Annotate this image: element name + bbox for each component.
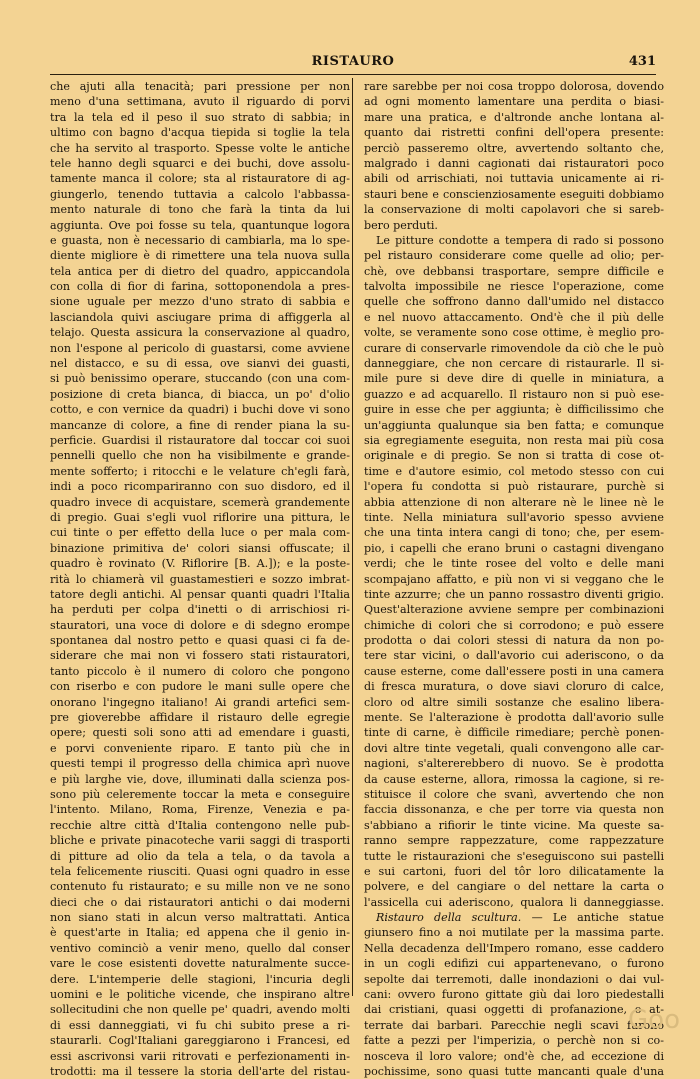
text-line: e sui cartoni, fuori del tôr loro dilicatamente la	[364, 864, 664, 878]
text-line: essi ascrivonsi varii ritrovati e perfezionamenti in-	[50, 1049, 350, 1063]
text-line: pennelli quello che non ha visibilmente e grande-	[50, 449, 350, 463]
text-line: chimiche di colori che si corrodono; e può essere	[364, 618, 664, 632]
text-line: l'intento. Milano, Roma, Firenze, Venezia e pa-	[50, 803, 350, 817]
right-column	[364, 79, 664, 1079]
text-line: mente. Se l'alterazione è prodotta dall'avorio sulle	[364, 711, 664, 725]
text-line: l'assicella cui aderiscono, qualora li danneggiasse.	[364, 895, 664, 909]
text-line: pochissime, sono quasi tutte mancanti quale d'una	[364, 1065, 664, 1078]
text-line: nel distacco, e su di essa, ove sianvi dei guasti,	[50, 357, 350, 371]
text-line: giungerlo, tenendo tuttavia a calcolo l'abbassa-	[50, 187, 350, 201]
text-line: telajo. Questa assicura la conservazione al quadro,	[50, 326, 350, 340]
text-line: e nel nuovo attaccamento. Ond'è che il più delle	[364, 310, 664, 324]
text-line: cani: ovvero furono gittate giù dai loro piedestalli	[364, 988, 664, 1002]
text-line: tela antica per di dietro del quadro, appiccandola	[50, 264, 350, 278]
text-line: pre gioverebbe affidare il ristauro delle egregie	[50, 711, 350, 725]
text-line: Ristauro della scultura. — Le antiche statue	[376, 911, 664, 925]
text-line: guire in esse che per aggiunta; è difficilissimo che	[364, 403, 664, 417]
text-line: con riserbo e con pudore le mani sulle opere che	[50, 680, 350, 694]
text-line: di fresca muratura, o dove siavi cloruro di calce,	[364, 680, 664, 694]
text-line: bero perduti.	[364, 218, 438, 232]
text-line: staurarli. Cogl'Italiani gareggiarono i Francesi, ed	[50, 1034, 350, 1048]
text-line: s'abbiano a rifiorir le tinte vicine. Ma queste sa-	[364, 818, 664, 832]
text-line: tatore degli antichi. Al pensar quanti quadri l'Italia	[50, 587, 350, 601]
running-header	[50, 50, 656, 74]
text-line: perficie. Guardisi il ristauratore dal toccar coi suoi	[50, 433, 350, 447]
text-line: di pitture ad olio da tela a tela, o da tavola a	[50, 849, 350, 863]
text-line: time e d'autore esimio, col metodo stesso con cui	[364, 464, 664, 478]
text-line: ad ogni momento lamentare una perdita o biasi-	[364, 95, 664, 109]
text-line: stituisce il colore che svanì, avvertendo che non	[364, 787, 664, 801]
text-line: si può benissimo operare, stuccando (con una com-	[50, 372, 350, 386]
text-line: vare le cose esistenti dovette naturalmente succe-	[50, 957, 350, 971]
text-line: Quest'alterazione avviene sempre per combinazioni	[364, 603, 664, 617]
text-line: terrate dai barbari. Parecchie negli scavi furono	[364, 1018, 664, 1032]
text-line: sollecitudini che non quelle pe' quadri, avendo molti	[50, 1003, 350, 1017]
text-line: che ajuti alla tenacità; pari pressione per non	[50, 80, 350, 93]
text-line: stauratori, una voce di dolore e di sdegno erompe	[50, 618, 350, 632]
text-line: mente sofferto; i ritocchi e le velature ch'egli farà,	[50, 464, 350, 478]
text-line: onorano l'ingegno italiano! Ai grandi artefici sem-	[50, 695, 350, 709]
text-line: dai cristiani, quasi oggetti di profanazione, o at-	[364, 1003, 664, 1017]
column-divider	[352, 78, 353, 996]
text-line: tinte. Nella miniatura sull'avorio spesso avviene	[364, 510, 664, 524]
text-line: nagioni, s'altererebbero di nuovo. Se è prodotta	[364, 757, 664, 771]
text-line: mancanze di colore, a fine di render piana la su-	[50, 418, 350, 432]
text-line: cause esterne, come dall'essere posti in una camera	[364, 664, 664, 678]
text-line: con colla di fior di farina, sottoponendola a pres-	[50, 280, 350, 294]
text-line: uomini e le politiche vicende, che inspirano altre	[50, 988, 350, 1002]
text-line: cotto, e con vernice da quadri) i buchi dove vi sono	[50, 403, 350, 417]
text-line: quadro è rovinato (V. Riflorire [B. A.]); e la poste-	[50, 557, 350, 571]
text-line: tere star vicini, o dall'avorio cui aderiscono, o da	[364, 649, 664, 663]
text-line: ranno sempre rappezzature, come rappezzature	[364, 834, 664, 848]
text-line: un'aggiunta qualunque sia ben fatta; e comunque	[364, 418, 664, 432]
text-line: cloro od altre simili sostanze che esalino libera-	[364, 695, 664, 709]
text-line: opere; questi soli sono atti ad emendare i guasti,	[50, 726, 350, 740]
text-line: tele hanno degli squarci e dei buchi, dove assolu-	[50, 156, 350, 170]
text-line: bliche e private pinacoteche varii saggi di trasporti	[50, 834, 350, 848]
text-line: rità lo chiamerà vil guastamestieri e sozzo imbrat-	[50, 572, 350, 586]
text-line: abbia attenzione di non alterare nè le linee nè le	[364, 495, 664, 509]
text-line: Nella decadenza dell'Impero romano, esse caddero	[364, 941, 664, 955]
text-line: di essi danneggiati, vi fu chi subito prese a ri-	[50, 1018, 350, 1032]
text-line: diente migliore è di rimettere una tela nuova sulla	[50, 249, 350, 263]
text-line: contenuto fu ristaurato; e su mille non ve ne sono	[50, 880, 350, 894]
text-line: mile pure si deve dire di quelle in miniatura, a	[364, 372, 664, 386]
text-line: tela felicemente riusciti. Quasi ogni quadro in esse	[50, 864, 350, 878]
text-line: dieci che o dai ristauratori antichi o dai moderni	[50, 895, 350, 909]
text-line: verdi; che le tinte rosee del volto e delle mani	[364, 557, 664, 571]
text-line: spontanea dal nostro petto e quasi quasi ci fa de-	[50, 634, 350, 648]
text-line: fatte a pezzi per l'imperizia, o perchè non si co-	[364, 1034, 664, 1048]
text-line: tra la tela ed il peso il suo strato di sabbia; in	[50, 110, 350, 124]
text-line: pio, i capelli che erano bruni o castagni divengano	[364, 541, 664, 555]
text-line: prodotta o dai colori stessi di natura da non po-	[364, 634, 664, 648]
text-line: sia egregiamente eseguita, non resta mai più cosa	[364, 433, 664, 447]
text-line: faccia dissonanza, e che per torre via questa non	[364, 803, 664, 817]
page-number: 431	[628, 54, 656, 69]
text-line: abili od arrischiati, noi tuttavia unicamente ai ri-	[364, 172, 664, 186]
text-line: stauri bene e conscienziosamente eseguiti dobbiamo	[364, 187, 664, 201]
text-line: di pregio. Guai s'egli vuol riflorire una pittura, le	[50, 510, 350, 524]
text-line: posizione di creta bianca, di biacca, un po' d'olio	[50, 387, 350, 401]
text-line: sepolte dai terremoti, dalle inondazioni o dai vul-	[364, 972, 664, 986]
text-line: è quest'arte in Italia; ed appena che il genio in-	[50, 926, 350, 940]
text-line: cui tinte o per effetto della luce o per mala com-	[50, 526, 350, 540]
text-line: tanto piccolo è il numero di coloro che pongono	[50, 664, 350, 678]
text-line: recchie altre città d'Italia contengono nelle pub-	[50, 818, 350, 832]
text-line: che una tinta intera cangi di tono; che, per esem-	[364, 526, 664, 540]
text-line: tamente manca il colore; sta al ristauratore di ag-	[50, 172, 350, 186]
text-line: tutte le ristaurazioni che s'eseguiscono sui pastelli	[364, 849, 664, 863]
text-line: e porvi conveniente riparo. E tanto più che in	[50, 741, 350, 755]
text-line: che ha servito al trasporto. Spesse volte le antiche	[50, 141, 350, 155]
text-line: malgrado i danni cagionati dai ristauratori poco	[364, 156, 664, 170]
text-line: aggiunta. Ove poi fosse su tela, quantunque logora	[50, 218, 350, 232]
text-line: mare una pratica, e d'altronde anche lontana al-	[364, 110, 664, 124]
text-line: in un cogli edifizi cui appartenevano, o furono	[364, 957, 664, 971]
text-line: perciò passeremo oltre, avvertendo soltanto che,	[364, 141, 664, 155]
text-line: tinte di carne, è difficile rimediare; perchè ponen-	[364, 726, 664, 740]
text-line: volte, se veramente sono cose ottime, è meglio pro-	[364, 326, 664, 340]
text-line: ventivo cominciò a venir meno, quello dal conser	[50, 941, 350, 955]
text-line: ha perduti per colpa d'inetti o di arrischiosi ri-	[50, 603, 350, 617]
text-line: l'opera fu condotta si può ristaurare, purchè si	[364, 480, 664, 494]
text-line: questi tempi il progresso della chimica aprì nuove	[50, 757, 350, 771]
text-line: trodotti: ma il tessere la storia dell'arte del ristau-	[50, 1065, 350, 1078]
text-line: chè, ove debbansi trasportare, sempre difficile e	[364, 264, 664, 278]
text-line: pel ristauro considerare come quelle ad olio; per-	[364, 249, 664, 263]
left-column	[50, 79, 350, 1079]
text-line: quanto dai ristretti confini dell'opera presente:	[364, 126, 664, 140]
text-line: da cause esterne, allora, rimossa la cagione, si re-	[364, 772, 664, 786]
text-line: binazione primitiva de' colori siansi offuscate; il	[50, 541, 350, 555]
text-line: danneggiare, che non cercare di ristaurarle. Il si-	[364, 357, 664, 371]
text-line: giunsero fino a noi mutilate per la massima parte.	[364, 926, 664, 940]
text-line: tinte azzurre; che un panno rossastro diventi grigio.	[364, 587, 664, 601]
text-line: talvolta impossibile ne riesce l'operazione, come	[364, 280, 664, 294]
text-line: non siano stati in alcun verso maltrattati. Antica	[50, 911, 350, 925]
text-line: meno d'una settimana, avuto il riguardo di porvi	[50, 95, 350, 109]
watermark: Goo	[628, 1005, 680, 1035]
text-line: la conservazione di molti capolavori che si sareb-	[364, 203, 664, 217]
text-line: e guasta, non è necessario di cambiarla, ma lo spe-	[50, 233, 350, 247]
text-line: lasciandola quivi asciugare prima di affiggerla al	[50, 310, 350, 324]
text-line: scompajano affatto, e più non vi si veggano che le	[364, 572, 664, 586]
text-line: ultimo con bagno d'acqua tiepida si toglie la tela	[50, 126, 350, 140]
text-line: indi a poco ricompariranno con suo disdoro, ed il	[50, 480, 350, 494]
text-line: e più larghe vie, dove, illuminati dalla scienza pos-	[50, 772, 350, 786]
text-line: originale e di pregio. Se non si tratta di cose ot-	[364, 449, 664, 463]
text-line: rare sarebbe per noi cosa troppo dolorosa, dovendo	[364, 80, 664, 93]
header-rule	[50, 74, 656, 75]
text-line: nosceva il loro valore; ond'è che, ad eccezione di	[364, 1049, 664, 1063]
text-line: non l'espone al pericolo di guastarsi, come avviene	[50, 341, 350, 355]
text-line: quadro invece di acquistare, scemerà grandemente	[50, 495, 350, 509]
text-line: siderare che mai non vi fossero stati ristauratori,	[50, 649, 350, 663]
text-line: mento naturale di tono che farà la tinta da lui	[50, 203, 350, 217]
text-line: dere. L'intemperie delle stagioni, l'incuria degli	[50, 972, 350, 986]
text-line: sono più celeremente toccar la meta e conseguire	[50, 787, 350, 801]
text-line: polvere, e del cangiare o del nettare la carta o	[364, 880, 664, 894]
page-title: RISTAURO	[311, 54, 395, 69]
text-line: guazzo e ad acquarello. Il ristauro non si può ese-	[364, 387, 664, 401]
text-line: Le pitture condotte a tempera di rado si possono	[376, 233, 664, 247]
text-line: sione uguale per mezzo d'uno strato di sabbia e	[50, 295, 350, 309]
text-line: curare di conservarle rimovendole da ciò che le può	[364, 341, 664, 355]
text-line: quelle che soffrono danno dall'umido nel distacco	[364, 295, 664, 309]
text-line: dovi altre tinte vegetali, quali convengono alle car-	[364, 741, 664, 755]
